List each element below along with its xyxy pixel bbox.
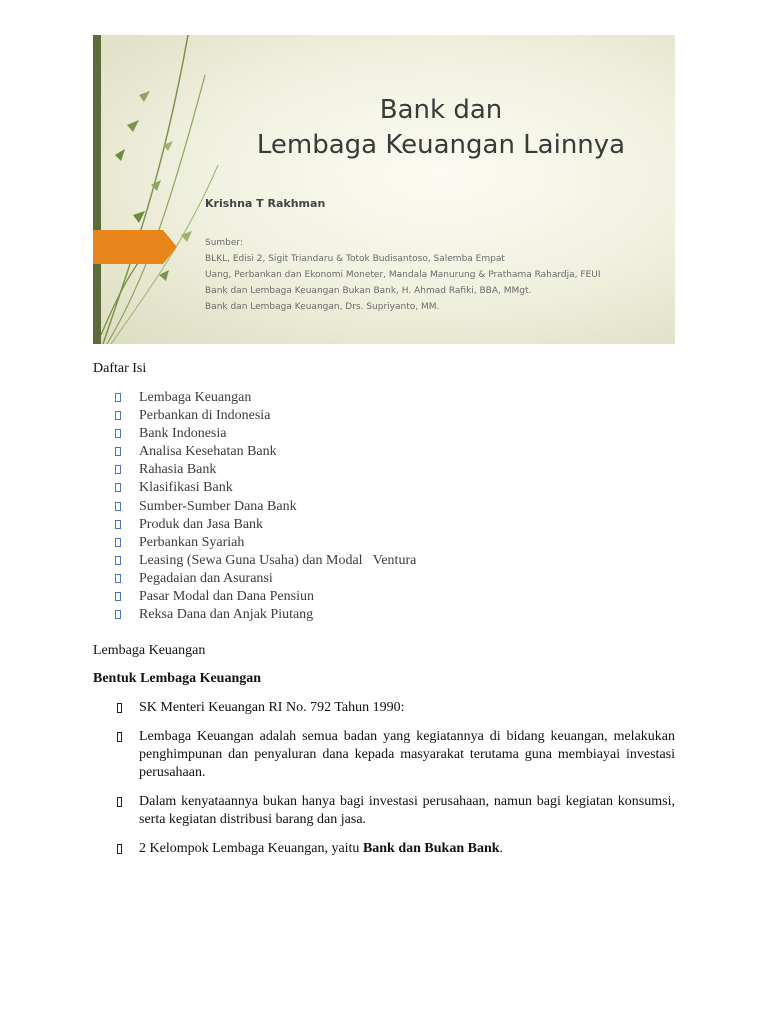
toc-item-label: Pegadaian dan Asuransi (139, 570, 273, 586)
toc-item (115, 498, 416, 516)
source-line: Uang, Perbankan dan Ekonomi Moneter, Mandala Manurung & Prathama Rahardja, FEUI (205, 270, 601, 280)
bullet-icon (115, 610, 121, 619)
toc-item (115, 461, 416, 479)
toc-item (115, 443, 416, 461)
point-item (115, 699, 675, 717)
toc-item-label: Perbankan di Indonesia (139, 408, 271, 424)
bullet-icon (115, 393, 121, 402)
point-text-suffix: . (499, 841, 504, 856)
source-line: Bank dan Lembaga Keuangan, Drs. Supriyanto, MM. (205, 302, 440, 312)
toc-item-label: Sumber-Sumber Dana Bank (139, 498, 297, 514)
point-text-prefix: 2 Kelompok Lembaga Keuangan, yaitu (139, 841, 363, 856)
bullet-icon (115, 483, 121, 492)
toc-item (115, 552, 416, 570)
bullet-icon (115, 411, 121, 420)
bullet-icon (115, 502, 121, 511)
slide-title-line2: Lembaga Keuangan Lainnya (256, 130, 626, 160)
toc-item-label: Leasing (Sewa Guna Usaha) dan Modal Ventura (139, 552, 417, 568)
slide-author: Krishna T Rakhman (205, 197, 326, 210)
toc-item (115, 534, 416, 552)
section-subtitle: Bentuk Lembaga Keuangan (93, 671, 262, 686)
bullet-icon (115, 520, 121, 529)
point-item (115, 728, 675, 782)
toc-list (115, 389, 416, 624)
bullet-icon (117, 797, 122, 807)
toc-item-label: Lembaga Keuangan (139, 390, 252, 405)
bullet-icon (115, 447, 121, 456)
toc-item-label: Klasifikasi Bank (139, 480, 233, 496)
toc-item-label: Analisa Kesehatan Bank (139, 444, 277, 460)
toc-item (115, 588, 416, 606)
toc-item (115, 407, 416, 425)
bullet-icon (115, 465, 121, 474)
source-line: Bank dan Lembaga Keuangan Bukan Bank, H. Ahmad Rafiki, BBA, MMgt. (205, 286, 532, 296)
point-list (115, 699, 675, 869)
slide-sources (205, 235, 670, 315)
point-text: SK Menteri Keuangan RI No. 792 Tahun 1990: (139, 700, 405, 715)
toc-item-label: Reksa Dana dan Anjak Piutang (139, 607, 314, 623)
toc-item-label: Bank Indonesia (139, 426, 227, 442)
toc-item (115, 479, 416, 497)
bullet-icon (115, 592, 121, 601)
point-item (115, 840, 675, 858)
toc-item (115, 425, 416, 443)
slide-title (211, 93, 671, 163)
bullet-icon (117, 732, 122, 742)
bullet-icon (115, 556, 121, 565)
toc-item (115, 606, 416, 624)
bullet-icon (115, 538, 121, 547)
title-slide-image (93, 35, 675, 344)
bullet-icon (115, 429, 121, 438)
bullet-icon (117, 703, 122, 713)
bullet-icon (117, 844, 122, 854)
source-line: BLKL, Edisi 2, Sigit Triandaru & Totok Budisantoso, Salemba Empat (205, 254, 505, 264)
point-text: Lembaga Keuangan adalah semua badan yang kegiatannya di bidang keuangan, melakukan penghimpunan dan penyaluran dana kepada masyarakat terutama guna membiayai investasi perusahaan. (139, 729, 675, 780)
toc-heading: Daftar Isi (93, 361, 147, 376)
point-text-bold: Bank dan Bukan Bank (362, 841, 500, 856)
source-line: Sumber: (205, 238, 244, 248)
point-text (139, 841, 503, 856)
toc-item-label: Perbankan Syariah (139, 534, 245, 550)
point-item (115, 793, 675, 829)
toc-item-label: Rahasia Bank (139, 462, 217, 478)
toc-item-label: Produk dan Jasa Bank (139, 516, 264, 532)
section-title: Lembaga Keuangan (93, 643, 206, 658)
slide-title-line1: Bank dan (379, 95, 503, 125)
bullet-icon (115, 574, 121, 583)
toc-item (115, 516, 416, 534)
toc-item (115, 570, 416, 588)
toc-item-label: Pasar Modal dan Dana Pensiun (139, 589, 314, 605)
toc-item (115, 389, 416, 407)
point-text: Dalam kenyataannya bukan hanya bagi investasi perusahaan, namun bagi kegiatan konsumsi, serta kegiatan distribusi barang dan jasa. (139, 794, 675, 827)
